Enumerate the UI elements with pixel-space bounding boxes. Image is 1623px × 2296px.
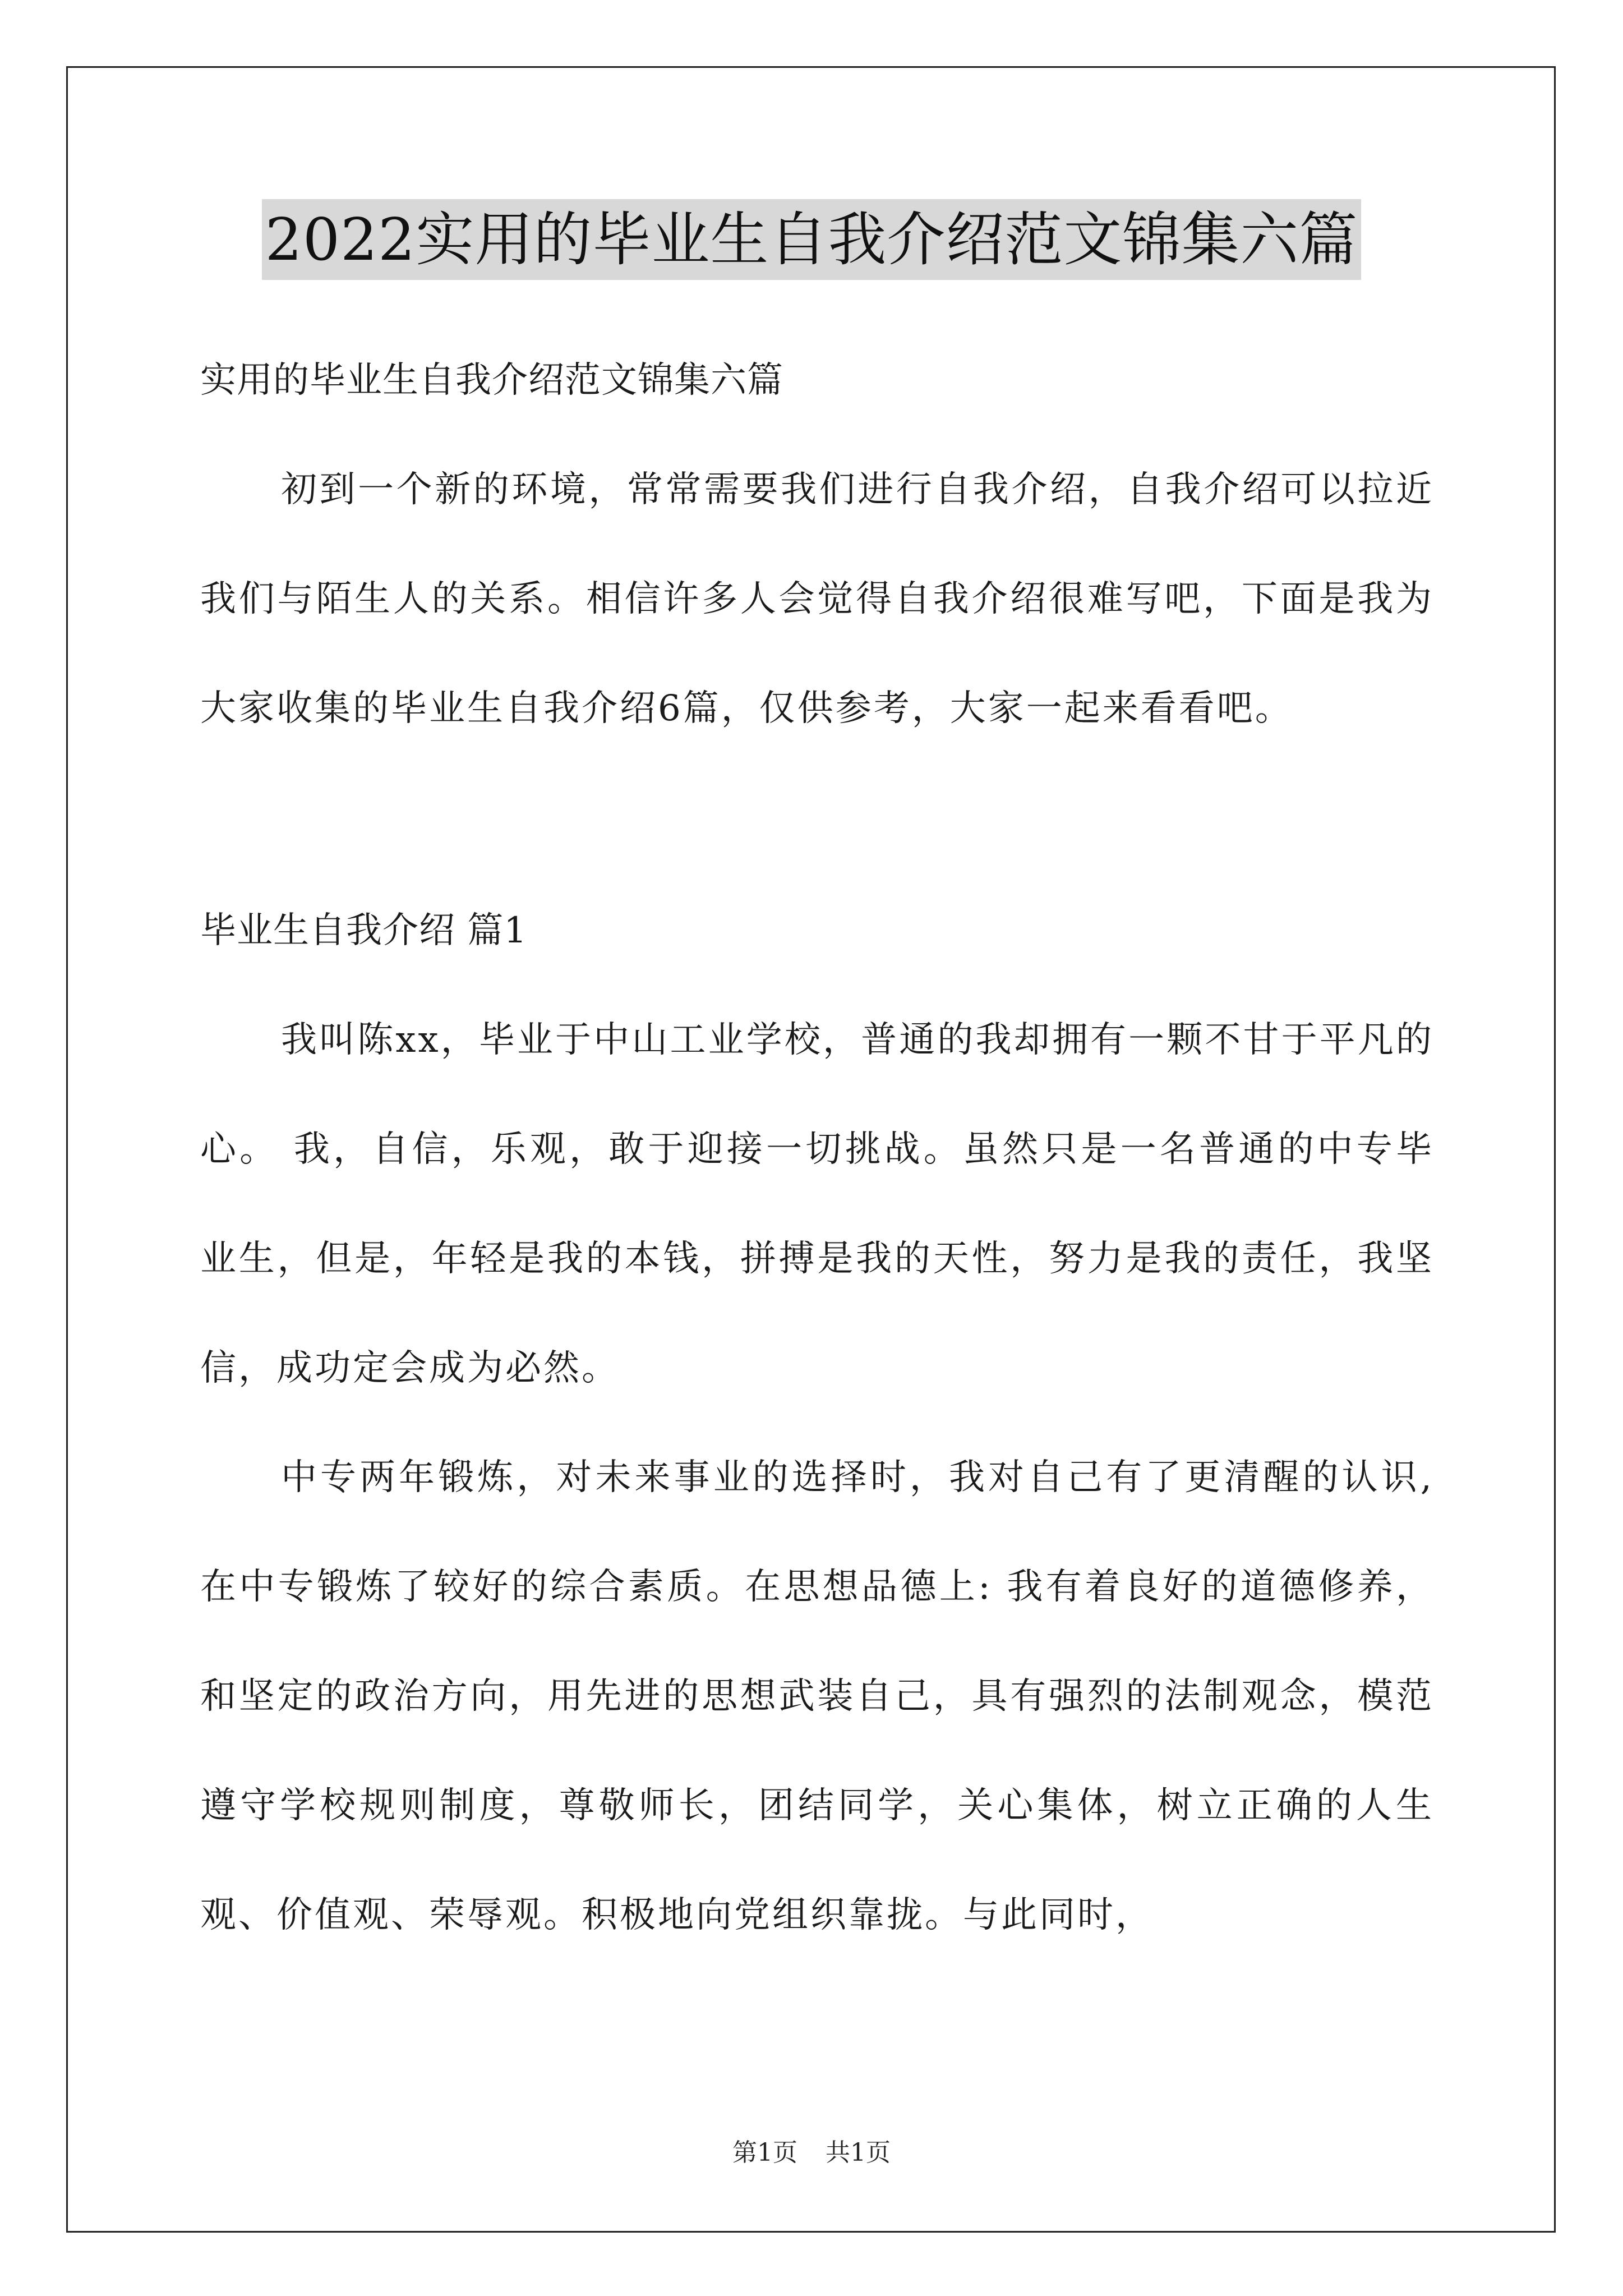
body-paragraph: 中专两年锻炼，对未来事业的选择时，我对自己有了更清醒的认识,在中专锻炼了较好的综合素质。在思想品德上: 我有着良好的道德修养，和坚定的政治方向，用先进的思想武装自己，具有强烈的法制观念，模范遵守学校规则制度，尊敬师长，团结同学，关心集体，树立正确的人生观、价值观、荣辱观。积极地向党组织靠拢。与此同时， [200,1457,1434,1936]
document-body [200,325,1434,1970]
page-count: 共1页 [826,2138,891,2167]
document-title: 2022实用的毕业生自我介绍范文锦集六篇 [262,199,1362,280]
document-subtitle: 实用的毕业生自我介绍范文锦集六篇 [200,360,783,401]
title-container [0,199,1623,280]
intro-paragraph: 初到一个新的环境，常常需要我们进行自我介绍，自我介绍可以拉近我们与陌生人的关系。相信许多人会觉得自我介绍很难写吧，下面是我为大家收集的毕业生自我介绍6篇，仅供参考，大家一起来看看吧。 [200,469,1434,729]
section-heading: 毕业生自我介绍 篇1 [200,910,528,951]
page-footer [0,2136,1623,2170]
page-number: 第1页 [732,2138,797,2167]
body-paragraph: 我叫陈xx，毕业于中山工业学校，普通的我却拥有一颗不甘于平凡的心。 我，自信，乐观，敢于迎接一切挑战。虽然只是一名普通的中专毕业生，但是，年轻是我的本钱，拼搏是我的天性，努力是我的责任，我坚信，成功定会成为必然。 [200,1019,1434,1389]
section-spacer [200,763,1434,876]
